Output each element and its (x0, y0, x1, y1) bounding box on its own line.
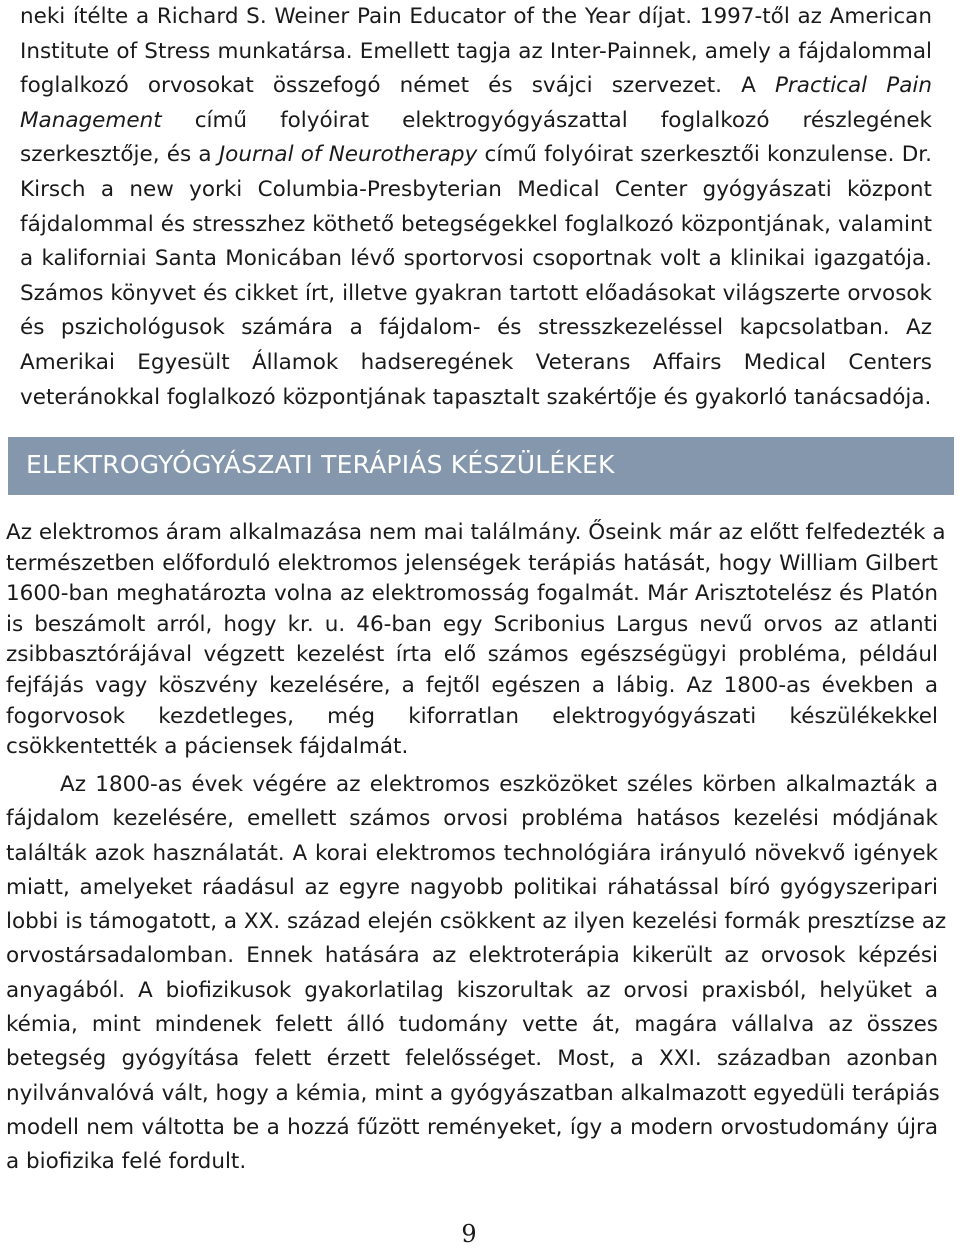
text-line: fejfájás vagy köszvény kezelésére, a fejtől egészen a lábig. Az 1800-as években a (6, 672, 938, 698)
text-line: találták azok használatát. A korai elektromos technológiára irányuló növekvő igények (6, 840, 938, 866)
text-line: betegség gyógyítása felett érzett felelősséget. Most, a XXI. században azonban (6, 1046, 938, 1072)
text-line: és pszichológusok számára a fájdalom- és stresszkezeléssel kapcsolatban. Az (20, 315, 932, 341)
text-line: szerkesztője, és a Journal of Neurotherapy című folyóirat szerkesztői konzulense. Dr. (20, 142, 932, 168)
journal-title: Journal of Neurotherapy (218, 142, 478, 168)
intro-paragraph (20, 0, 932, 415)
text-line: a kaliforniai Santa Monicában lévő sportorvosi csoportnak volt a klinikai igazgatója. (20, 246, 932, 272)
text-line: Számos könyvet és cikket írt, illetve gyakran tartott előadásokat világszerte orvosok (20, 280, 932, 306)
text-line: csökkentették a páciensek fájdalmát. (6, 734, 409, 760)
section-heading: ELEKTROGYÓGYÁSZATI TERÁPIÁS KÉSZÜLÉKEK (26, 450, 615, 479)
text-line: a biofizika felé fordult. (6, 1149, 247, 1175)
text-line: fogorvosok kezdetleges, még kiforratlan elektrogyógyászati készülékekkel (6, 703, 938, 729)
body-paragraph (6, 768, 947, 1180)
text-line: veteránokkal foglalkozó központjának tapasztalt szakértője és gyakorló tanácsadója. (20, 384, 932, 410)
text-line: anyagából. A biofizikusok gyakorlatilag kiszorultak az orvosi praxisból, helyüket a (6, 977, 938, 1003)
text-line: zsibbasztórájával végzett kezelést írta elő számos egészségügyi probléma, például (6, 642, 938, 668)
text-line: Management című folyóirat elektrogyógyászattal foglalkozó részlegének (20, 107, 932, 133)
text-line: neki ítélte a Richard S. Weiner Pain Educator of the Year díjat. 1997-től az American (20, 4, 932, 29)
text-line: 1600-ban meghatározta volna az elektromosság fogalmát. Már Arisztotelész és Platón (6, 581, 938, 607)
text-line: orvostársadalomban. Ennek hatására az elektroterápia kikerült az orvosok képzési (6, 943, 938, 969)
journal-title: Management (20, 107, 162, 133)
text-line: fájdalommal és stresszhez köthető betegségekkel foglalkozó központjának, valamint (20, 211, 932, 237)
text-line: Amerikai Egyesült Államok hadseregének Veterans Affairs Medical Centers (20, 349, 932, 375)
text-line: Az elektromos áram alkalmazása nem mai találmány. Őseink már az előtt felfedezték a (6, 520, 946, 545)
text-line: nyilvánvalóvá vált, hogy a kémia, mint a gyógyászatban alkalmazott egyedüli terápiás (6, 1080, 940, 1106)
section-banner (8, 437, 954, 495)
text-line: miatt, amelyeket ráadásul az egyre nagyobb politikai ráhatással bíró gyógyszeripari (6, 874, 938, 900)
text-line: kémia, mint mindenek felett álló tudomány vette át, magára vállalva az összes (6, 1012, 938, 1038)
page-number: 9 (461, 1220, 477, 1248)
text-line: foglalkozó orvosokat összefogó német és svájci szervezet. A Practical Pain (20, 73, 932, 99)
text-line: Az 1800-as évek végére az elektromos eszközöket széles körben alkalmazták a (60, 772, 938, 797)
text-line: Institute of Stress munkatársa. Emellett tagja az Inter-Painnek, amely a fájdalommal (20, 38, 932, 64)
text-line: modell nem váltotta be a hozzá fűzött reményeket, így a modern orvostudomány újra (6, 1114, 938, 1140)
text-line: természetben előforduló elektromos jelenségek terápiás hatását, hogy William Gilbert (6, 550, 938, 576)
text-line: Kirsch a new yorki Columbia-Presbyterian Medical Center gyógyászati központ (20, 176, 932, 202)
body-paragraph (6, 518, 946, 763)
text-line: is beszámolt arról, hogy kr. u. 46-ban egy Scribonius Largus nevű orvos az atlanti (6, 611, 938, 637)
text-line: fájdalom kezelésére, emellett számos orvosi probléma hatásos kezelési módjának (6, 806, 938, 832)
journal-title: Practical Pain (774, 73, 932, 99)
text-line: lobbi is támogatott, a XX. század elején csökkent az ilyen kezelési formák presztízse az (6, 909, 947, 935)
